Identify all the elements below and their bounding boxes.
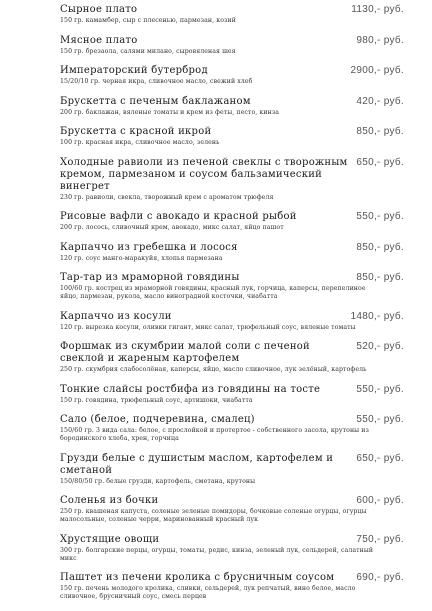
dish-title: Брускетта с печеным баклажаном [60, 95, 251, 107]
dish-description: 120 гр. соус манго-маракуйя, хлопья пармезана [60, 254, 223, 262]
dish-title: Тонкие слайсы ростбифа из говядины на тосте [60, 383, 321, 395]
menu-item [60, 311, 404, 332]
menu-item-header [60, 534, 404, 546]
dish-description: 120 гр. вырезка косули, оливки гигант, микс салат, трюфельный соус, вяленые томаты [60, 323, 356, 331]
dish-description: 100/60 гр. кострец из мраморной говядины, красный лук, горчица, каперсы, перепелиное яйцо, пармезан, рукола, масло виноградной косточки, чиабатта [60, 285, 366, 300]
menu-item [60, 157, 404, 202]
menu-item-header [60, 384, 404, 396]
menu-item-header [60, 495, 404, 507]
menu-item-header [60, 96, 404, 108]
dish-title: Рисовые вафли с авокадо и красной рыбой [60, 211, 297, 222]
menu-item-header [60, 211, 404, 223]
menu-item [60, 414, 404, 443]
dish-price: 850,- руб. [356, 126, 404, 137]
menu-item-header [60, 311, 404, 323]
dish-price: 1130,- руб. [351, 4, 404, 15]
dish-title: Холодные равиоли из печеной свеклы с творожным кремом, пармезаном и соусом бальзамический винегрет [60, 156, 348, 192]
dish-description: 150 гр. камамбер, сыр с плесенью, пармезан, козий [60, 17, 236, 24]
dish-description: 300 гр. болгарские перцы, огурцы, томаты, редис, кинза, зеленый лук, сельдерей, салатный микс [60, 546, 374, 562]
dish-price: 850,- руб. [356, 241, 404, 253]
menu-item-header [60, 572, 404, 584]
dish-price: 690,- руб. [356, 572, 404, 583]
menu-list [60, 4, 404, 611]
dish-price: 850,- руб. [356, 272, 404, 283]
menu-item [60, 242, 404, 263]
dish-title: Соленья из бочки [60, 495, 159, 506]
dish-title: Паштет из печени кролика с брусничным соусом [60, 572, 335, 583]
dish-description: 250 гр. скумбрия слабосолёная, каперсы, яйцо, масло сливочное, лук зелёный, картофель [60, 366, 367, 373]
dish-title: Форшмак из скумбрии малой соли с печеной свеклой и жареным картофелем [60, 341, 310, 364]
dish-price: 650,- руб. [356, 452, 404, 464]
menu-item [60, 126, 404, 147]
dish-title: Карпаччо из косули [60, 310, 172, 322]
menu-item [60, 35, 404, 56]
menu-item [60, 495, 404, 524]
menu-item-header [60, 453, 404, 477]
dish-price: 420,- руб. [356, 95, 404, 107]
dish-title: Карпаччо из гребешка и лосося [60, 241, 238, 253]
menu-item-header [60, 341, 404, 365]
dish-description: 200 гр. лосось, сливочный крем, авокадо, микс салат, яйцо пашот [60, 224, 284, 231]
menu-item-header [60, 272, 404, 284]
dish-price: 550,- руб. [356, 414, 404, 425]
dish-price: 550,- руб. [356, 383, 404, 395]
dish-title: Тар-тар из мраморной говядины [60, 272, 240, 283]
dish-price: 750,- руб. [356, 533, 404, 545]
dish-price: 550,- руб. [356, 211, 404, 222]
dish-description: 250 гр. квашеная капуста, соленые зеленые помидоры, бочковые соленые огурцы, огурцы малосольные, соленые черри, маринованный красный лук [60, 508, 367, 523]
dish-title: Брускетта с красной икрой [60, 126, 212, 137]
menu-item-header [60, 414, 404, 426]
dish-title: Сырное плато [60, 4, 138, 15]
menu-item-header [60, 126, 404, 138]
dish-description: 150/80/50 гр. белые грузди, картофель, сметана, крутоны [60, 477, 256, 485]
menu-item [60, 534, 404, 563]
dish-price: 980,- руб. [356, 34, 404, 46]
dish-description: 100 гр. красная икра, сливочное масло, зелень [60, 139, 220, 146]
dish-description: 150 гр. брезаола, салями милано, сыровяленая шея [60, 47, 236, 55]
dish-price: 600,- руб. [356, 495, 404, 506]
menu-item [60, 4, 404, 25]
menu-item [60, 96, 404, 117]
menu-item [60, 211, 404, 232]
dish-description: 200 гр. баклажан, вяленые томаты и крем из феты, песто, кинза [60, 108, 280, 116]
dish-price: 520,- руб. [356, 341, 404, 352]
menu-item-header [60, 65, 404, 77]
dish-description: 150 гр. печень молодого кролика, сливки, сельдерей, лук репчатый, вино белое, масло сливочное, брусничный соус, смесь перцев [60, 585, 356, 600]
dish-title: Хрустящие овощи [60, 533, 160, 545]
menu-item [60, 572, 404, 601]
menu-item-header [60, 242, 404, 254]
dish-price: 2900,- руб. [350, 65, 404, 76]
menu-item-header [60, 4, 404, 16]
dish-price: 1480,- руб. [350, 310, 404, 322]
dish-title: Мясное плато [60, 34, 138, 46]
dish-title: Грузди белые с душистым маслом, картофелем и сметаной [60, 452, 334, 476]
dish-description: 150 гр. говядина, трюфельный соус, артишоки, чиабатта [60, 396, 253, 404]
menu-item [60, 341, 404, 374]
menu-item [60, 384, 404, 405]
dish-title: Сало (белое, подчеревина, смалец) [60, 414, 255, 425]
menu-item-header [60, 157, 404, 193]
dish-description: 15/20/10 гр. черная икра, сливочное масло, свежий хлеб [60, 78, 253, 85]
dish-title: Императорский бутерброд [60, 65, 208, 76]
menu-item [60, 272, 404, 301]
dish-description: 150/60 гр. 3 вида сала: белое, с прослойкой и протертое - собственного засола, крутоны из бородинского хлеба, хрен, горчица [60, 427, 369, 442]
dish-description: 230 гр. равиоли, свекла, творожный крем с ароматом трюфеля [60, 193, 274, 201]
menu-item-header [60, 35, 404, 47]
menu-item [60, 65, 404, 86]
dish-price: 650,- руб. [356, 156, 404, 168]
menu-item [60, 453, 404, 486]
